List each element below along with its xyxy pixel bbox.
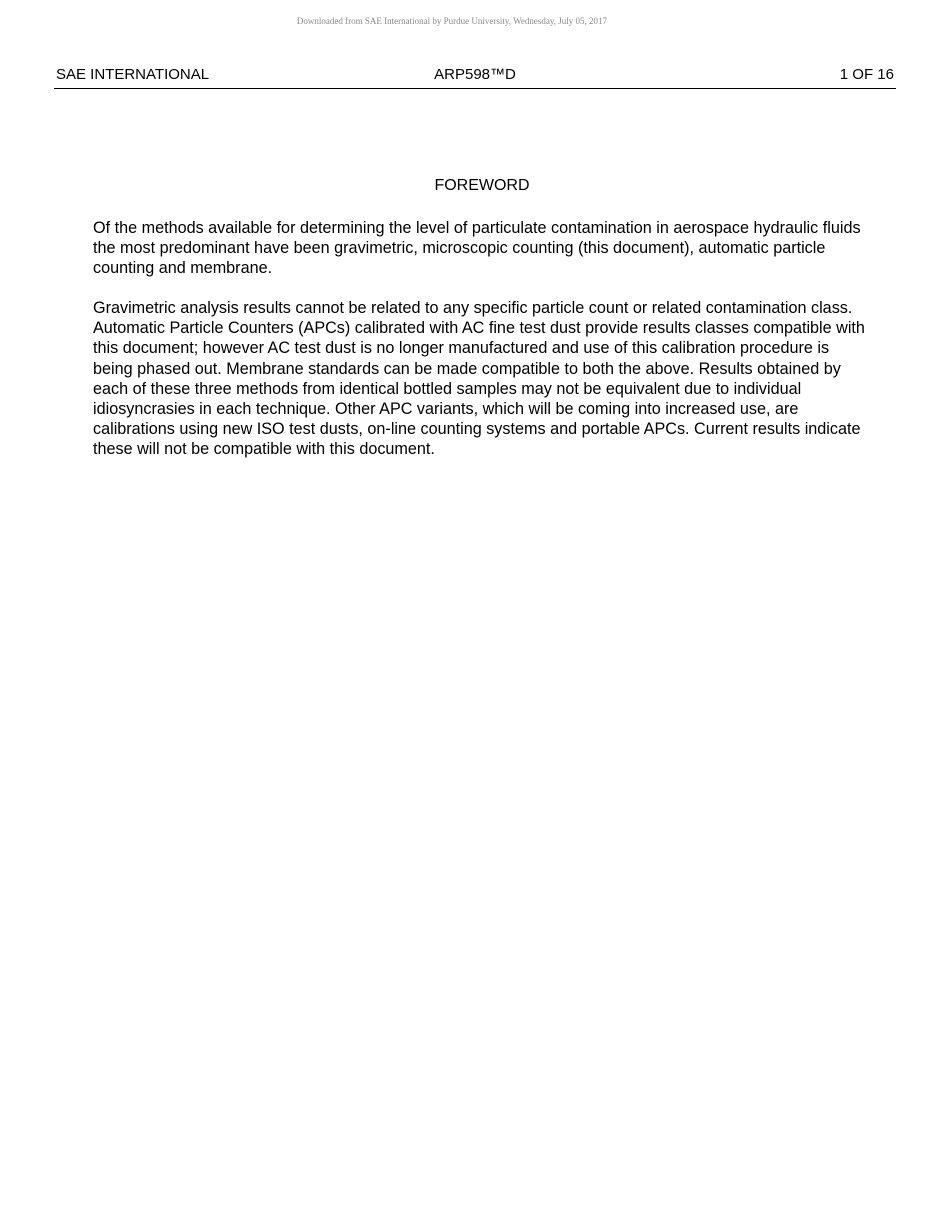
foreword-paragraph-2: Gravimetric analysis results cannot be related to any specific particle count or related contamination class. Automatic Particle Counters (APCs) calibrated with AC fine test dust provide results classes compatible with this document; however AC test dust is no longer manufactured and use of this calibration procedure is being phased out. Membrane standards can be made compatible to both the above. Results obtained by each of these three methods from identical bottled samples may not be equivalent due to individual idiosyncrasies in each technique. Other APC variants, which will be coming into increased use, are calibrations using new ISO test dusts, on-line counting systems and portable APCs. Current results indicate these will not be compatible with this document. [93,299,865,459]
download-watermark: Downloaded from SAE International by Purdue University, Wednesday, July 05, 2017 [296,16,608,26]
header-document-id: ARP598™D [434,66,516,83]
section-title: FOREWORD [434,177,530,194]
page-header [54,66,896,89]
foreword-paragraph-1: Of the methods available for determining the level of particulate contamination in aerospace hydraulic fluids the most predominant have been gravimetric, microscopic counting (this document), automatic particle counting and membrane. [93,219,861,278]
header-organization: SAE INTERNATIONAL [56,66,210,83]
header-page-number: 1 OF 16 [839,66,894,83]
